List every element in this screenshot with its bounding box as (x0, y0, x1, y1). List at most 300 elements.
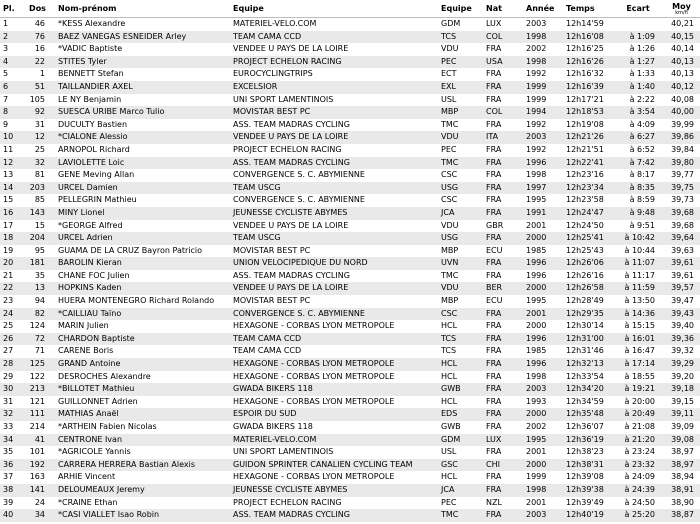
cell-place: 30 (0, 383, 20, 396)
cell-gap: à 24:09 (613, 471, 663, 484)
cell-place: 36 (0, 459, 20, 472)
cell-average: 39,99 (663, 119, 700, 132)
cell-team-code: HCL (438, 396, 483, 409)
cell-name: TAILLANDIER AXEL (55, 81, 230, 94)
cell-place: 6 (0, 81, 20, 94)
cell-gap: à 14:36 (613, 308, 663, 321)
cell-team-code: GDM (438, 18, 483, 31)
cell-team: EXCELSIOR (230, 81, 438, 94)
cell-nationality: FRA (483, 194, 523, 207)
cell-team: UNI SPORT LAMENTINOIS (230, 94, 438, 107)
table-row (0, 358, 700, 371)
cell-average: 39,57 (663, 282, 700, 295)
cell-time: 12h39'38 (563, 484, 613, 497)
cell-team: MOVISTAR BEST PC (230, 295, 438, 308)
cell-name: CENTRONE Ivan (55, 434, 230, 447)
cell-team: ASS. TEAM MADRAS CYCLING (230, 509, 438, 522)
header-team: Equipe (230, 0, 438, 18)
cell-place: 40 (0, 509, 20, 522)
cell-team-code: GWB (438, 421, 483, 434)
cell-bib: 72 (20, 333, 55, 346)
header-average-unit: km/h (675, 9, 688, 16)
cell-team-code: UVN (438, 257, 483, 270)
table-row (0, 119, 700, 132)
cell-team-code: CSC (438, 169, 483, 182)
cell-place: 23 (0, 295, 20, 308)
cell-year: 2003 (523, 509, 563, 522)
cell-team: VENDEE U PAYS DE LA LOIRE (230, 43, 438, 56)
cell-average: 40,08 (663, 94, 700, 107)
cell-bib: 13 (20, 282, 55, 295)
cell-time: 12h39'08 (563, 471, 613, 484)
cell-team: GWADA BIKERS 118 (230, 421, 438, 434)
cell-gap: à 23:32 (613, 459, 663, 472)
cell-team-code: HCL (438, 358, 483, 371)
cell-nationality: FRA (483, 446, 523, 459)
cell-nationality: FRA (483, 119, 523, 132)
cell-team: TEAM CAMA CCD (230, 31, 438, 44)
cell-average: 38,97 (663, 446, 700, 459)
cell-time: 12h23'58 (563, 194, 613, 207)
cell-team-code: JCA (438, 207, 483, 220)
cell-average: 39,29 (663, 358, 700, 371)
cell-team-code: MBP (438, 295, 483, 308)
cell-nationality: FRA (483, 320, 523, 333)
cell-time: 12h16'32 (563, 68, 613, 81)
cell-time: 12h39'49 (563, 497, 613, 510)
cell-average: 39,18 (663, 383, 700, 396)
cell-year: 1996 (523, 270, 563, 283)
cell-time: 12h21'26 (563, 131, 613, 144)
cell-average: 39,86 (663, 131, 700, 144)
cell-team: MOVISTAR BEST PC (230, 106, 438, 119)
cell-year: 1995 (523, 295, 563, 308)
cell-team-code: VDU (438, 131, 483, 144)
cell-gap: à 2:22 (613, 94, 663, 107)
table-row (0, 345, 700, 358)
cell-bib: 203 (20, 182, 55, 195)
cell-gap: à 24:50 (613, 497, 663, 510)
cell-team-code: USG (438, 182, 483, 195)
table-row (0, 308, 700, 321)
cell-bib: 22 (20, 56, 55, 69)
cell-year: 1998 (523, 31, 563, 44)
cell-year: 2000 (523, 408, 563, 421)
cell-average: 39,08 (663, 434, 700, 447)
cell-name: *KESS Alexandre (55, 18, 230, 31)
cell-place: 7 (0, 94, 20, 107)
cell-time: 12h33'54 (563, 371, 613, 384)
cell-average: 39,09 (663, 421, 700, 434)
cell-team-code: VDU (438, 282, 483, 295)
cell-nationality: COL (483, 106, 523, 119)
table-row (0, 497, 700, 510)
cell-name: BAROLIN Kieran (55, 257, 230, 270)
cell-time: 12h31'00 (563, 333, 613, 346)
cell-time: 12h36'07 (563, 421, 613, 434)
cell-place: 10 (0, 131, 20, 144)
cell-nationality: FRA (483, 333, 523, 346)
cell-nationality: FRA (483, 94, 523, 107)
cell-nationality: LUX (483, 18, 523, 31)
cell-year: 2003 (523, 131, 563, 144)
cell-average: 39,75 (663, 182, 700, 195)
table-row (0, 207, 700, 220)
cell-team: TEAM USCG (230, 182, 438, 195)
cell-year: 2000 (523, 320, 563, 333)
cell-year: 2002 (523, 43, 563, 56)
cell-nationality: FRA (483, 396, 523, 409)
cell-place: 20 (0, 257, 20, 270)
cell-name: DUCULTY Bastien (55, 119, 230, 132)
cell-bib: 124 (20, 320, 55, 333)
cell-time: 12h16'26 (563, 56, 613, 69)
cell-year: 1998 (523, 484, 563, 497)
cell-nationality: FRA (483, 383, 523, 396)
cell-time: 12h26'58 (563, 282, 613, 295)
table-row (0, 333, 700, 346)
cell-time: 12h23'34 (563, 182, 613, 195)
cell-team: ASS. TEAM MADRAS CYCLING (230, 157, 438, 170)
cell-nationality: USA (483, 56, 523, 69)
cell-team-code: USL (438, 94, 483, 107)
cell-team: TEAM CAMA CCD (230, 333, 438, 346)
cell-year: 1996 (523, 333, 563, 346)
cell-name: MINY Lionel (55, 207, 230, 220)
cell-place: 25 (0, 320, 20, 333)
cell-name: GENE Meving Allan (55, 169, 230, 182)
cell-nationality: FRA (483, 144, 523, 157)
cell-team: TEAM CAMA CCD (230, 345, 438, 358)
table-row (0, 245, 700, 258)
table-row (0, 94, 700, 107)
cell-team: GUIDON SPRINTER CANALIEN CYCLING TEAM (230, 459, 438, 472)
table-row (0, 408, 700, 421)
cell-average: 39,43 (663, 308, 700, 321)
cell-place: 12 (0, 157, 20, 170)
table-row (0, 157, 700, 170)
cell-bib: 141 (20, 484, 55, 497)
cell-place: 29 (0, 371, 20, 384)
cell-place: 8 (0, 106, 20, 119)
cell-place: 19 (0, 245, 20, 258)
cell-team: HEXAGONE - CORBAS LYON METROPOLE (230, 396, 438, 409)
cell-place: 35 (0, 446, 20, 459)
cell-nationality: ITA (483, 131, 523, 144)
cell-team-code: JCA (438, 484, 483, 497)
cell-name: MARIN Julien (55, 320, 230, 333)
cell-bib: 32 (20, 157, 55, 170)
cell-time: 12h30'14 (563, 320, 613, 333)
cell-year: 1991 (523, 207, 563, 220)
table-row (0, 383, 700, 396)
cell-name: CARRERA HERRERA Bastian Alexis (55, 459, 230, 472)
cell-time: 12h36'19 (563, 434, 613, 447)
cell-bib: 46 (20, 18, 55, 31)
cell-gap: à 9:51 (613, 220, 663, 233)
cell-average: 38,91 (663, 484, 700, 497)
cell-place: 26 (0, 333, 20, 346)
cell-nationality: COL (483, 31, 523, 44)
cell-team: VENDEE U PAYS DE LA LOIRE (230, 282, 438, 295)
cell-name: CHANE FOC Julien (55, 270, 230, 283)
cell-time: 12h34'20 (563, 383, 613, 396)
cell-team-code: PEC (438, 144, 483, 157)
table-row (0, 31, 700, 44)
cell-place: 34 (0, 434, 20, 447)
cell-bib: 105 (20, 94, 55, 107)
cell-year: 2003 (523, 383, 563, 396)
cell-bib: 24 (20, 497, 55, 510)
cell-average: 40,12 (663, 81, 700, 94)
cell-gap: à 21:08 (613, 421, 663, 434)
cell-team: JEUNESSE CYCLISTE ABYMES (230, 207, 438, 220)
cell-nationality: FRA (483, 509, 523, 522)
cell-year: 2000 (523, 459, 563, 472)
cell-gap: à 20:00 (613, 396, 663, 409)
cell-place: 3 (0, 43, 20, 56)
cell-team: CONVERGENCE S. C. ABYMIENNE (230, 308, 438, 321)
cell-name: HUERA MONTENEGRO Richard Rolando (55, 295, 230, 308)
cell-place: 15 (0, 194, 20, 207)
cell-name: ARHIE Vincent (55, 471, 230, 484)
cell-name: BAEZ VANEGAS ESNEIDER Arley (55, 31, 230, 44)
cell-place: 28 (0, 358, 20, 371)
cell-bib: 16 (20, 43, 55, 56)
cell-time: 12h35'48 (563, 408, 613, 421)
table-header (0, 0, 700, 18)
cell-team: VENDEE U PAYS DE LA LOIRE (230, 220, 438, 233)
cell-name: GUILLONNET Adrien (55, 396, 230, 409)
cell-time: 12h22'41 (563, 157, 613, 170)
cell-year: 1995 (523, 194, 563, 207)
cell-year: 2003 (523, 18, 563, 31)
cell-bib: 34 (20, 509, 55, 522)
cell-time: 12h26'06 (563, 257, 613, 270)
cell-gap: à 25:20 (613, 509, 663, 522)
cell-name: LAVIOLETTE Loic (55, 157, 230, 170)
cell-name: CARENE Boris (55, 345, 230, 358)
cell-team: MATERIEL-VELO.COM (230, 434, 438, 447)
cell-team-code: PEC (438, 497, 483, 510)
cell-team: UNION VELOCIPEDIQUE DU NORD (230, 257, 438, 270)
cell-place: 39 (0, 497, 20, 510)
table-row (0, 484, 700, 497)
cell-year: 1996 (523, 257, 563, 270)
cell-bib: 81 (20, 169, 55, 182)
cell-team-code: TCS (438, 345, 483, 358)
cell-team: HEXAGONE - CORBAS LYON METROPOLE (230, 358, 438, 371)
cell-place: 33 (0, 421, 20, 434)
cell-bib: 214 (20, 421, 55, 434)
cell-time: 12h16'25 (563, 43, 613, 56)
cell-gap: à 1:26 (613, 43, 663, 56)
cell-average: 39,61 (663, 257, 700, 270)
cell-average: 38,87 (663, 509, 700, 522)
cell-bib: 204 (20, 232, 55, 245)
cell-team-code: CSC (438, 194, 483, 207)
cell-average: 39,64 (663, 232, 700, 245)
cell-nationality: FRA (483, 157, 523, 170)
cell-bib: 12 (20, 131, 55, 144)
cell-bib: 94 (20, 295, 55, 308)
cell-team-code: ECT (438, 68, 483, 81)
cell-gap: à 9:48 (613, 207, 663, 220)
cell-nationality: FRA (483, 257, 523, 270)
cell-bib: 122 (20, 371, 55, 384)
cell-gap: à 15:15 (613, 320, 663, 333)
header-nationality: Nat (483, 0, 523, 18)
cell-place: 14 (0, 182, 20, 195)
cell-place: 9 (0, 119, 20, 132)
cell-gap: à 8:35 (613, 182, 663, 195)
cell-year: 2002 (523, 421, 563, 434)
cell-name: DELOUMEAUX Jeremy (55, 484, 230, 497)
table-row (0, 144, 700, 157)
cell-name: *GEORGE Alfred (55, 220, 230, 233)
cell-average: 40,14 (663, 43, 700, 56)
cell-average: 40,15 (663, 31, 700, 44)
cell-average: 39,77 (663, 169, 700, 182)
table-row (0, 56, 700, 69)
cell-team-code: USL (438, 446, 483, 459)
cell-bib: 213 (20, 383, 55, 396)
table-row (0, 509, 700, 522)
cell-time: 12h28'49 (563, 295, 613, 308)
cell-team: MOVISTAR BEST PC (230, 245, 438, 258)
cell-bib: 31 (20, 119, 55, 132)
table-row (0, 131, 700, 144)
cell-year: 1998 (523, 371, 563, 384)
cell-team-code: HCL (438, 371, 483, 384)
cell-gap: à 6:27 (613, 131, 663, 144)
cell-time: 12h14'59 (563, 18, 613, 31)
cell-average: 40,21 (663, 18, 700, 31)
table-row (0, 434, 700, 447)
table-row (0, 18, 700, 31)
cell-bib: 163 (20, 471, 55, 484)
cell-average: 39,47 (663, 295, 700, 308)
cell-gap: à 11:17 (613, 270, 663, 283)
header-name: Nom-prénom (55, 0, 230, 18)
cell-nationality: FRA (483, 232, 523, 245)
cell-name: URCEL Adrien (55, 232, 230, 245)
cell-year: 1996 (523, 358, 563, 371)
cell-time: 12h25'43 (563, 245, 613, 258)
cell-team: HEXAGONE - CORBAS LYON METROPOLE (230, 471, 438, 484)
cell-year: 1992 (523, 144, 563, 157)
cell-team-code: HCL (438, 471, 483, 484)
cell-bib: 192 (20, 459, 55, 472)
cell-gap: à 4:09 (613, 119, 663, 132)
cell-nationality: FRA (483, 358, 523, 371)
cell-nationality: FRA (483, 308, 523, 321)
cell-year: 1998 (523, 169, 563, 182)
cell-time: 12h16'39 (563, 81, 613, 94)
cell-average: 38,97 (663, 459, 700, 472)
cell-name: GUAMA DE LA CRUZ Bayron Patricio (55, 245, 230, 258)
cell-year: 2000 (523, 282, 563, 295)
cell-place: 1 (0, 18, 20, 31)
cell-average: 39,61 (663, 270, 700, 283)
cell-name: *CIALONE Alessio (55, 131, 230, 144)
cell-gap: à 11:07 (613, 257, 663, 270)
cell-name: *CAILLIAU Taïno (55, 308, 230, 321)
cell-bib: 25 (20, 144, 55, 157)
cell-year: 1992 (523, 68, 563, 81)
cell-team-code: TCS (438, 333, 483, 346)
cell-bib: 71 (20, 345, 55, 358)
cell-nationality: FRA (483, 43, 523, 56)
cell-team-code: GDM (438, 434, 483, 447)
cell-gap: à 13:50 (613, 295, 663, 308)
cell-name: MATHIAS Anaël (55, 408, 230, 421)
cell-bib: 41 (20, 434, 55, 447)
table-row (0, 446, 700, 459)
cell-bib: 35 (20, 270, 55, 283)
cell-gap: à 1:27 (613, 56, 663, 69)
cell-year: 1999 (523, 94, 563, 107)
table-row (0, 471, 700, 484)
cell-average: 39,40 (663, 320, 700, 333)
table-row (0, 68, 700, 81)
cell-place: 17 (0, 220, 20, 233)
cell-average: 40,13 (663, 56, 700, 69)
cell-name: PELLEGRIN Mathieu (55, 194, 230, 207)
cell-gap: à 18:55 (613, 371, 663, 384)
cell-nationality: FRA (483, 270, 523, 283)
cell-name: *CASI VIALLET Isao Robin (55, 509, 230, 522)
cell-average: 39,80 (663, 157, 700, 170)
cell-team: ASS. TEAM MADRAS CYCLING (230, 119, 438, 132)
header-gap: Ecart (613, 0, 663, 18)
cell-team-code: GWB (438, 383, 483, 396)
cell-average: 39,36 (663, 333, 700, 346)
cell-place: 38 (0, 484, 20, 497)
cell-team: PROJECT ECHELON RACING (230, 56, 438, 69)
cell-average: 39,11 (663, 408, 700, 421)
cell-team: TEAM USCG (230, 232, 438, 245)
cell-bib: 121 (20, 396, 55, 409)
cell-time: 12h25'41 (563, 232, 613, 245)
cell-place: 32 (0, 408, 20, 421)
table-row (0, 81, 700, 94)
table-row (0, 194, 700, 207)
cell-gap: à 11:59 (613, 282, 663, 295)
cell-nationality: FRA (483, 484, 523, 497)
cell-name: HOPKINS Kaden (55, 282, 230, 295)
cell-team: CONVERGENCE S. C. ABYMIENNE (230, 194, 438, 207)
cell-gap: à 20:49 (613, 408, 663, 421)
cell-gap: à 21:20 (613, 434, 663, 447)
cell-time: 12h26'16 (563, 270, 613, 283)
cell-bib: 1 (20, 68, 55, 81)
cell-team-code: CSC (438, 308, 483, 321)
cell-time: 12h24'50 (563, 220, 613, 233)
cell-team-code: VDU (438, 43, 483, 56)
cell-bib: 51 (20, 81, 55, 94)
cell-year: 1998 (523, 56, 563, 69)
cell-year: 2001 (523, 446, 563, 459)
cell-year: 1993 (523, 396, 563, 409)
cell-average: 39,68 (663, 207, 700, 220)
cell-year: 1996 (523, 157, 563, 170)
cell-place: 18 (0, 232, 20, 245)
cell-gap: à 6:52 (613, 144, 663, 157)
cell-bib: 76 (20, 31, 55, 44)
cell-team: ASS. TEAM MADRAS CYCLING (230, 270, 438, 283)
table-row (0, 282, 700, 295)
